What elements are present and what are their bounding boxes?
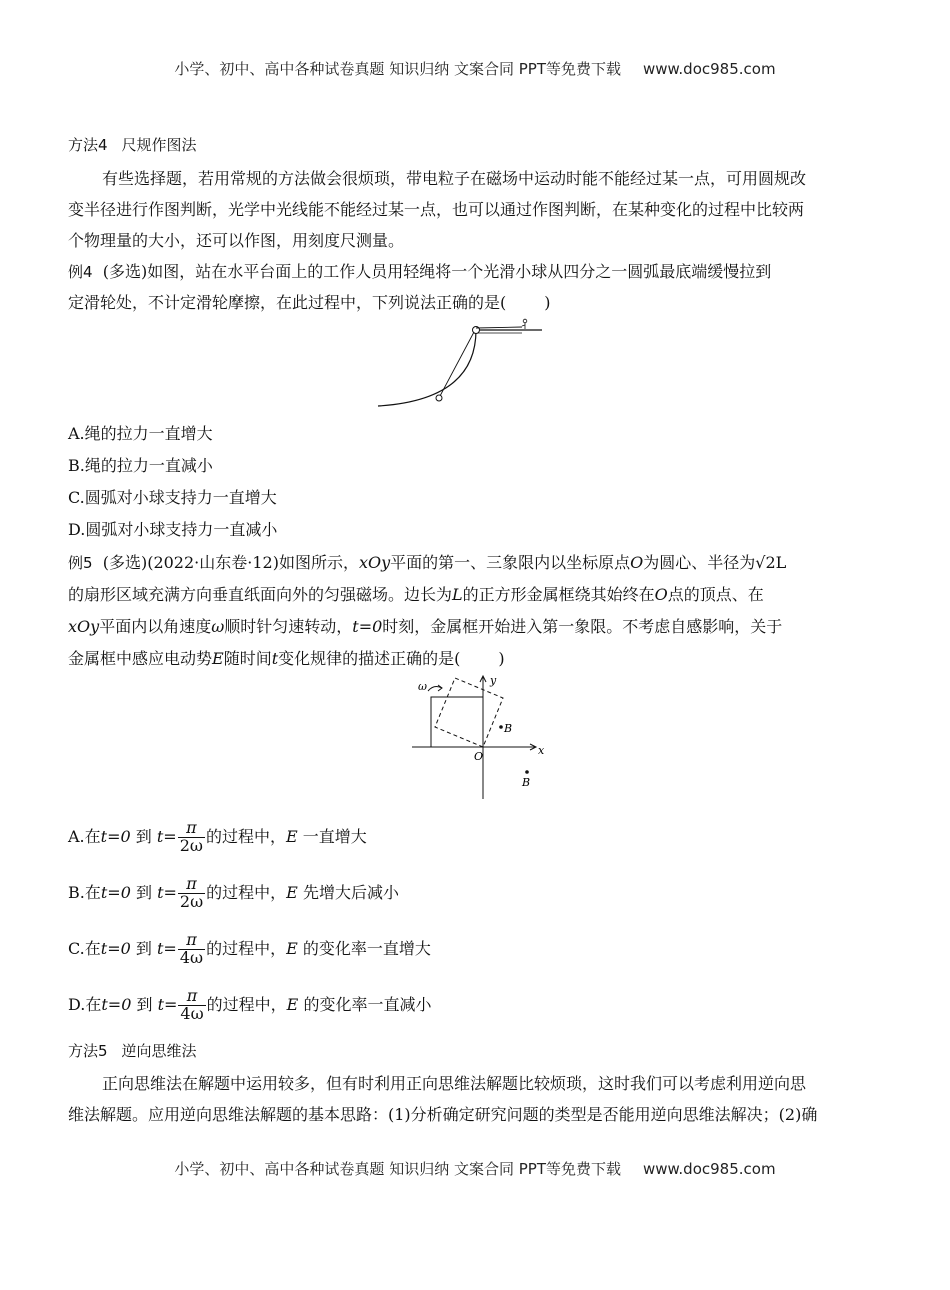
page-footer xyxy=(0,1158,950,1179)
y-label: y xyxy=(490,674,497,687)
method4-para-line: 变半径进行作图判断，光学中光线能不能经过某一点，也可以通过作图判断，在某种变化的过程中比较两 xyxy=(68,200,805,219)
ex5-text: 点的顶点、在 xyxy=(667,585,764,604)
method5-para-line: 正向思维法在解题中运用较多，但有时利用正向思维法解题比较烦琐，这时我们可以考虑利用逆向思 xyxy=(102,1074,807,1093)
ex4-tag: (多选) xyxy=(102,262,148,281)
option-emf: E xyxy=(286,938,298,958)
option-t0: t=0 xyxy=(101,994,132,1014)
ex5-bracket: ) xyxy=(498,649,505,668)
field-dot-icon xyxy=(525,770,529,774)
ex5-option-c[interactable] xyxy=(68,932,431,967)
ex5-plane: xOy xyxy=(358,553,391,572)
ex5-text: 为圆心、半径为 xyxy=(643,553,756,572)
fraction-numerator: π xyxy=(178,988,205,1006)
method4-title: 尺规作图法 xyxy=(121,136,197,154)
option-text: D.在 xyxy=(68,994,102,1014)
ex5-text: 变化规律的描述正确的是( xyxy=(278,649,461,668)
ex5-side: L xyxy=(452,585,463,604)
fraction-denominator: 4ω xyxy=(180,1003,204,1023)
header-text: 小学、初中、高中各种试卷真题 知识归纳 文案合同 PPT等免费下载 xyxy=(174,60,621,78)
option-text: A.在 xyxy=(68,826,101,846)
rotation-arrowhead xyxy=(438,685,442,691)
ex4-label: 例4 xyxy=(68,263,93,281)
ex5-radius: √2L xyxy=(755,553,787,572)
fraction-denominator: 2ω xyxy=(179,835,203,855)
option-text: 的变化率一直减小 xyxy=(303,994,432,1014)
ex5-stem-line3 xyxy=(68,614,782,637)
option-text: 的变化率一直增大 xyxy=(302,938,431,958)
ex4-option-b[interactable]: B.绳的拉力一直减小 xyxy=(68,456,213,475)
option-text: 的过程中， xyxy=(206,994,287,1014)
option-text: C.在 xyxy=(68,938,101,958)
option-t: t= xyxy=(156,938,177,958)
method4-label: 方法4 xyxy=(68,136,108,154)
ex5-t0: t=0 xyxy=(352,617,383,636)
ex4-option-c[interactable]: C.圆弧对小球支持力一直增大 xyxy=(68,488,277,507)
method5-heading xyxy=(68,1040,197,1061)
ex5-label: 例5 xyxy=(68,554,93,572)
footer-site[interactable]: www.doc985.com xyxy=(642,1160,776,1178)
ex5-text: 的正方形金属框绕其始终在 xyxy=(462,585,655,604)
ex5-time: t xyxy=(271,649,279,668)
rope-horizontal xyxy=(476,327,522,328)
ex5-option-a[interactable] xyxy=(68,820,367,855)
ex5-tag: (多选)(2022·山东卷·12)如图所示， xyxy=(102,553,359,572)
fraction-denominator: 4ω xyxy=(179,947,204,967)
ex5-stem-line2 xyxy=(68,582,764,605)
ex4-stem-line1 xyxy=(68,259,771,282)
ex5-origin: O xyxy=(654,585,668,604)
rotation-arrow-icon xyxy=(428,687,442,691)
ex4-figure xyxy=(372,316,612,412)
method5-para-line: 维法解题。应用逆向思维法解题的基本思路：(1)分析确定研究问题的类型是否能用逆向思维法解决；(2)确 xyxy=(68,1105,818,1124)
option-text: 到 xyxy=(135,882,152,902)
x-label: x xyxy=(538,744,545,757)
option-fraction xyxy=(178,932,205,967)
field-dot-icon xyxy=(499,725,503,729)
fraction-denominator: 2ω xyxy=(179,891,204,911)
method5-label: 方法5 xyxy=(68,1042,108,1060)
option-text: 先增大后减小 xyxy=(302,882,399,902)
option-text: 到 xyxy=(135,938,152,958)
option-text: 到 xyxy=(135,826,152,846)
ex5-stem-line1 xyxy=(68,550,786,573)
ex4-option-a[interactable]: A.绳的拉力一直增大 xyxy=(68,424,213,443)
ex5-text: 随时间 xyxy=(223,649,272,668)
ex5-figure xyxy=(410,674,590,802)
option-text: B.在 xyxy=(68,882,101,902)
ex5-text: 的扇形区域充满方向垂直纸面向外的匀强磁场。边长为 xyxy=(68,585,453,604)
option-text: 的过程中， xyxy=(205,826,286,846)
quarter-arc xyxy=(378,330,476,406)
ex5-text: 顺时针匀速转动， xyxy=(224,617,353,636)
option-emf: E xyxy=(286,882,298,902)
method4-para-line: 个物理量的大小，还可以作图，用刻度尺测量。 xyxy=(68,231,405,250)
option-text: 到 xyxy=(136,994,153,1014)
option-t0: t=0 xyxy=(100,938,131,958)
option-fraction xyxy=(178,876,205,911)
ex5-stem-line4 xyxy=(68,646,505,669)
option-t: t= xyxy=(157,994,178,1014)
ex5-text: 平面内以角速度 xyxy=(99,617,212,636)
ex5-text: 时刻，金属框开始进入第一象限。不考虑自感影响，关于 xyxy=(382,617,783,636)
fraction-numerator: π xyxy=(178,876,205,894)
rotated-frame-dashed xyxy=(435,678,503,747)
fraction-numerator: π xyxy=(178,932,205,950)
option-text: 的过程中， xyxy=(206,882,287,902)
option-text: 一直增大 xyxy=(302,826,367,846)
origin-label: O xyxy=(474,750,484,763)
option-text: 的过程中， xyxy=(206,938,287,958)
omega-label: ω xyxy=(418,680,427,693)
option-emf: E xyxy=(285,826,298,846)
ex5-omega: ω xyxy=(211,617,225,636)
header-site[interactable]: www.doc985.com xyxy=(642,60,776,78)
method4-heading xyxy=(68,134,197,155)
footer-text: 小学、初中、高中各种试卷真题 知识归纳 文案合同 PPT等免费下载 xyxy=(174,1160,621,1178)
ex5-text: 平面的第一、三象限内以坐标原点 xyxy=(390,553,631,572)
document-body xyxy=(68,0,883,1290)
ex5-plane: xOy xyxy=(68,617,100,636)
ball-icon xyxy=(436,395,442,401)
ex4-bracket: ) xyxy=(544,293,551,312)
ex5-text: 金属框中感应电动势 xyxy=(68,649,213,668)
option-fraction xyxy=(178,820,205,855)
ex4-text: 如图，站在水平台面上的工作人员用轻绳将一个光滑小球从四分之一圆弧最底端缓慢拉到 xyxy=(147,262,772,281)
worker-arm xyxy=(522,325,525,326)
option-t0: t=0 xyxy=(100,882,131,902)
option-t: t= xyxy=(157,882,177,902)
option-t0: t=0 xyxy=(100,826,131,846)
method5-title: 逆向思维法 xyxy=(121,1042,197,1060)
option-fraction xyxy=(178,988,205,1023)
ex4-stem-line2 xyxy=(68,290,551,313)
method4-para-line: 有些选择题，若用常规的方法做会很烦琐，带电粒子在磁场中运动时能不能经过某一点，可用圆规改 xyxy=(102,169,807,188)
option-emf: E xyxy=(286,994,299,1014)
field-b-label: B xyxy=(504,722,513,735)
ex4-option-d[interactable]: D.圆弧对小球支持力一直减小 xyxy=(68,520,278,539)
fraction-numerator: π xyxy=(178,820,205,838)
ex5-option-b[interactable] xyxy=(68,876,399,911)
field-b-label-2: B xyxy=(522,776,531,789)
ex5-emf: E xyxy=(212,649,224,668)
option-t: t= xyxy=(156,826,177,846)
ex5-origin: O xyxy=(630,553,644,572)
metal-frame-square xyxy=(431,697,483,747)
worker-icon xyxy=(523,319,527,323)
ex5-option-d[interactable] xyxy=(68,988,431,1023)
ex4-text: 定滑轮处，不计定滑轮摩擦，在此过程中，下列说法正确的是( xyxy=(68,293,507,312)
